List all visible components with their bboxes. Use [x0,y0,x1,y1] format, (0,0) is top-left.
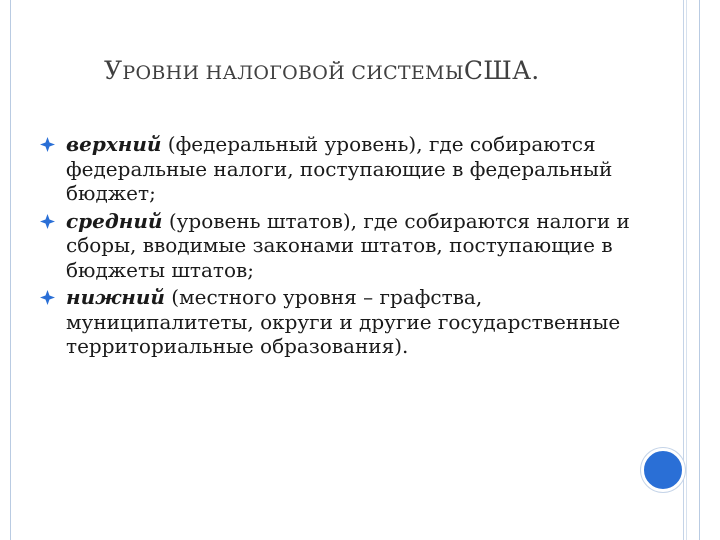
slide-title [104,56,540,85]
title-country: США. [463,56,540,85]
diamond-bullet-icon [40,290,55,305]
diamond-bullet-icon [40,214,55,229]
bullet-list [40,132,660,362]
level-description: (уровень штатов), где собираются налоги и сборы, вводимые законами штатов, поступающие в бюджеты штатов; [66,208,630,282]
level-name: верхний [66,132,162,156]
diamond-bullet-icon [40,137,55,152]
level-name: средний [66,208,163,233]
list-item [40,132,660,206]
list-item [40,209,660,283]
list-item [40,285,660,359]
level-description: (местного уровня – графства, муниципалитеты, округи и другие государственные территориальные образования). [66,285,621,358]
decorative-line [683,0,684,540]
level-description: (федеральный уровень), где собираются федеральные налоги, поступающие в федеральный бюджет; [66,132,613,205]
title-initial: У [104,56,123,85]
level-name: нижний [66,285,165,309]
decorative-circle-icon [641,448,685,492]
decorative-line [686,0,687,540]
title-small-caps: РОВНИ НАЛОГОВОЙ СИСТЕМЫ [122,62,464,84]
